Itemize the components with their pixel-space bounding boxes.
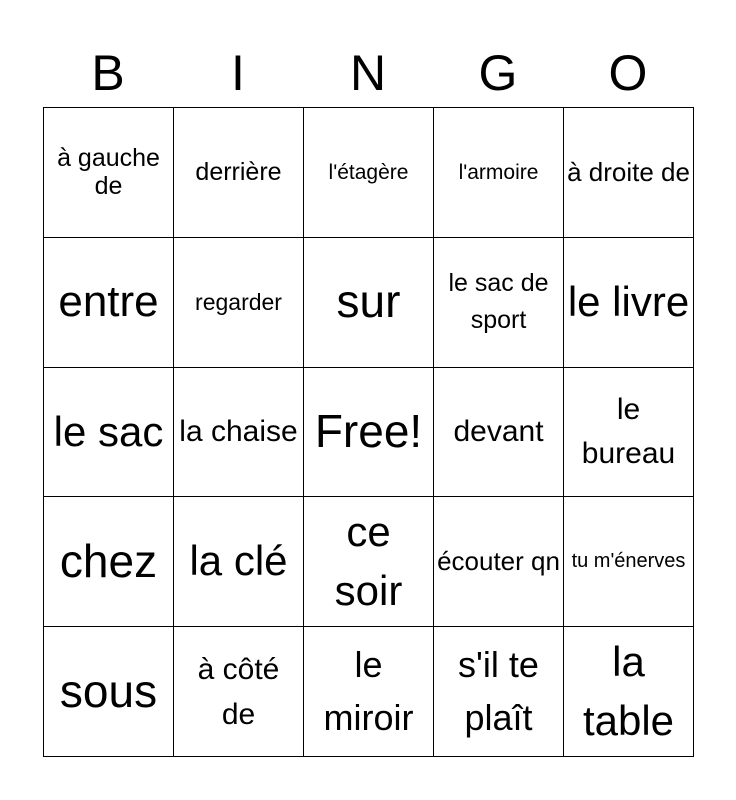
bingo-cell[interactable] (434, 497, 564, 627)
cell-text: à côté de (197, 652, 280, 731)
bingo-cell[interactable] (174, 497, 304, 627)
cell-text: le bureau (581, 393, 676, 470)
cell-text: écouter qn (437, 546, 560, 577)
cell-text: sur (336, 275, 401, 328)
cell-text: s'il te plaît (458, 644, 539, 738)
cell-text: l'étagère (328, 160, 409, 184)
bingo-cell[interactable] (44, 238, 174, 368)
header-letter-i: I (231, 45, 245, 101)
bingo-cell[interactable] (434, 368, 564, 498)
bingo-cell[interactable] (304, 108, 434, 238)
bingo-cell[interactable] (304, 238, 434, 368)
bingo-cell[interactable] (564, 238, 694, 368)
bingo-cell[interactable] (564, 497, 694, 627)
header-letter-g: G (478, 45, 518, 101)
bingo-cell[interactable] (174, 238, 304, 368)
cell-text: le sac (53, 407, 164, 455)
cell-text: entre (58, 277, 159, 327)
cell-text: derrière (195, 158, 282, 187)
bingo-cell[interactable] (304, 497, 434, 627)
bingo-cell[interactable] (44, 497, 174, 627)
header-letter-o: O (608, 45, 648, 101)
bingo-cell[interactable] (304, 368, 434, 498)
cell-text: sous (59, 664, 158, 717)
cell-text: le miroir (323, 644, 414, 738)
bingo-cell[interactable] (434, 238, 564, 368)
bingo-cell[interactable] (434, 108, 564, 238)
cell-text: tu m'énerves (571, 550, 686, 573)
bingo-cell[interactable] (44, 627, 174, 757)
bingo-cell[interactable] (564, 627, 694, 757)
cell-text: l'armoire (458, 160, 539, 184)
cell-text: devant (453, 415, 544, 449)
header-letter-n: N (349, 45, 387, 101)
cell-text: la chaise (179, 415, 298, 449)
cell-text: la table (582, 637, 675, 744)
cell-text: ce soir (334, 507, 403, 614)
cell-text: la clé (189, 537, 288, 585)
bingo-cell[interactable] (44, 368, 174, 498)
bingo-cell[interactable] (564, 108, 694, 238)
cell-text: à droite de (567, 156, 690, 187)
bingo-cell[interactable] (174, 627, 304, 757)
header-letter-b: B (91, 45, 125, 101)
bingo-cell[interactable] (304, 627, 434, 757)
bingo-cell[interactable] (174, 368, 304, 498)
cell-text: le sac de sport (448, 268, 549, 335)
bingo-cell[interactable] (434, 627, 564, 757)
bingo-cell[interactable] (44, 108, 174, 238)
bingo-cell[interactable] (174, 108, 304, 238)
bingo-board (43, 107, 694, 757)
cell-text: chez (59, 534, 158, 587)
cell-text: le livre (567, 277, 690, 325)
cell-text: à gauche de (57, 144, 160, 201)
cell-text: Free! (314, 405, 423, 457)
bingo-cell[interactable] (564, 368, 694, 498)
cell-text: regarder (195, 289, 282, 316)
bingo-header (43, 40, 693, 106)
